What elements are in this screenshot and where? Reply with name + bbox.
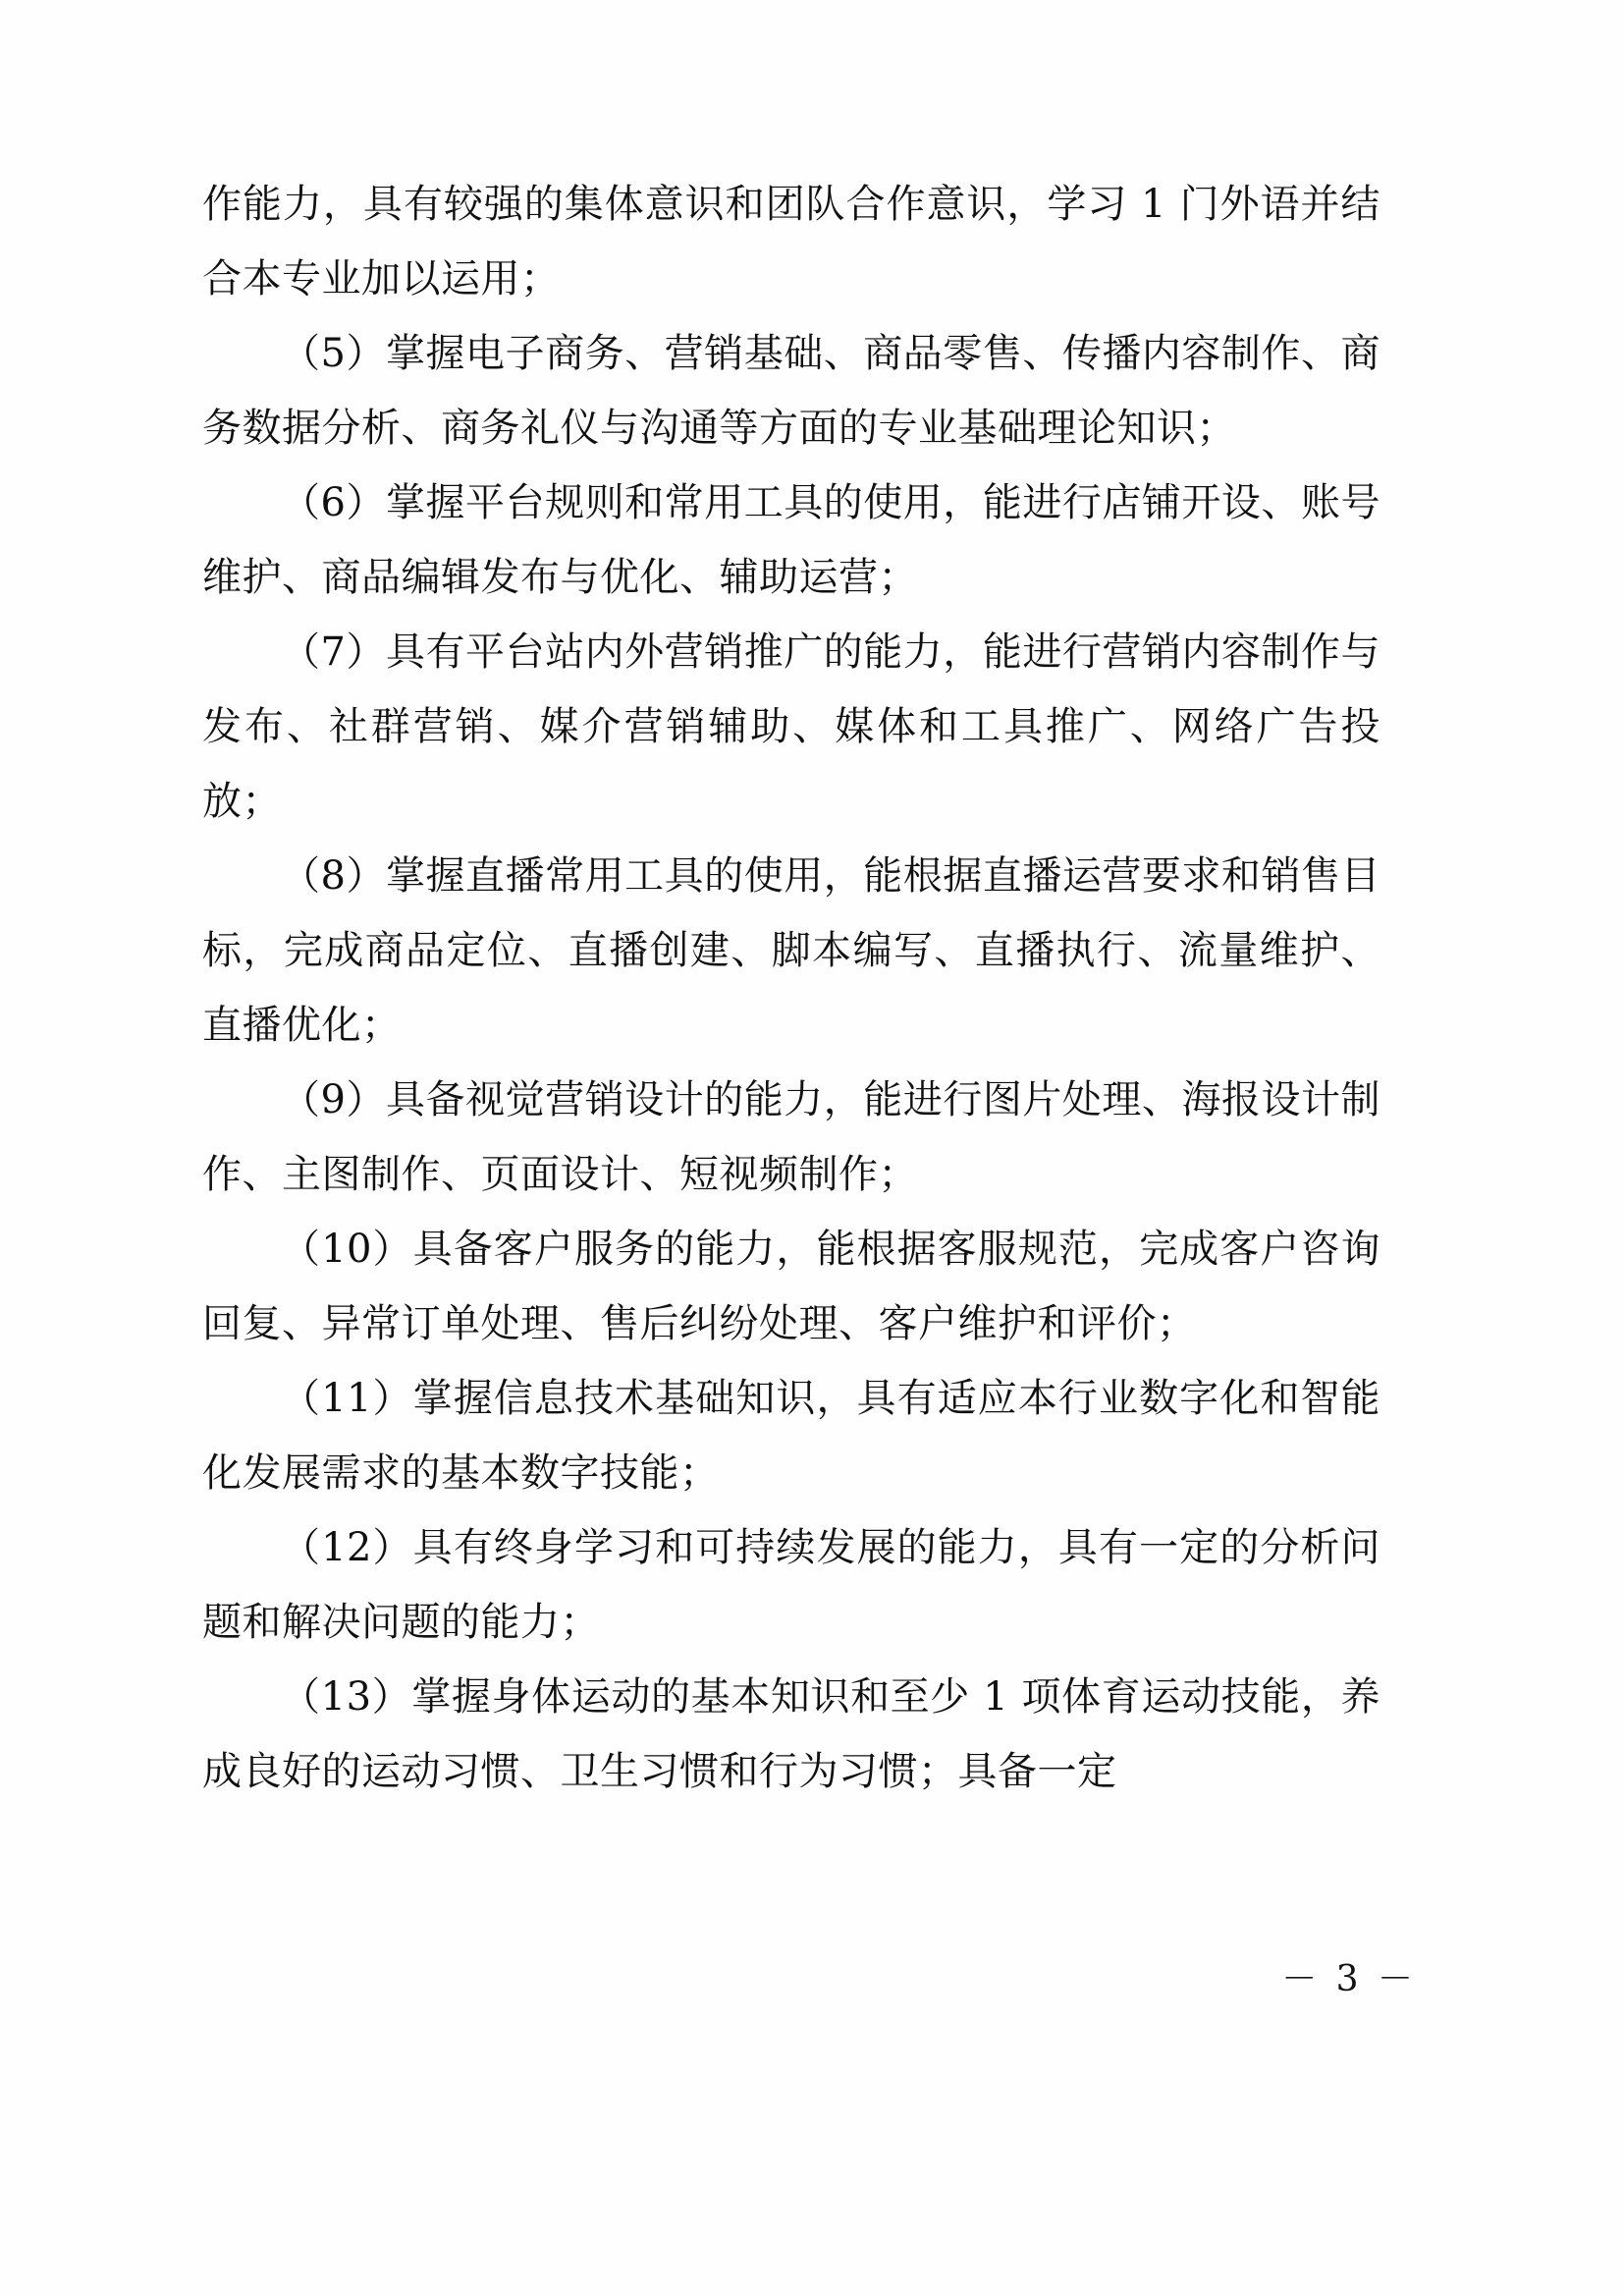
paragraph-item-9: （9）具备视觉营销设计的能力，能进行图片处理、海报设计制作、主图制作、页面设计、短视频制作；	[202, 1077, 1380, 1197]
paragraph-item-12: （12）具有终身学习和可持续发展的能力，具有一定的分析问题和解决问题的能力；	[202, 1525, 1380, 1645]
paragraph-item-6: （6）掌握平台规则和常用工具的使用，能进行店铺开设、账号维护、商品编辑发布与优化、辅助运营；	[202, 480, 1380, 600]
page-number: － 3 －	[1281, 1959, 1417, 1999]
paragraph-item-13: （13）掌握身体运动的基本知识和至少 1 项体育运动技能，养成良好的运动习惯、卫生习惯和行为习惯；具备一定	[202, 1674, 1380, 1794]
paragraph-item-10: （10）具备客户服务的能力，能根据客服规范，完成客户咨询回复、异常订单处理、售后纠纷处理、客户维护和评价；	[202, 1227, 1380, 1346]
paragraph-item-5: （5）掌握电子商务、营销基础、商品零售、传播内容制作、商务数据分析、商务礼仪与沟通等方面的专业基础理论知识；	[202, 331, 1380, 451]
paragraph-item-8: （8）掌握直播常用工具的使用，能根据直播运营要求和销售目标，完成商品定位、直播创建、脚本编写、直播执行、流量维护、直播优化；	[202, 853, 1380, 1048]
paragraph-item-7: （7）具有平台站内外营销推广的能力，能进行营销内容制作与发布、社群营销、媒介营销辅助、媒体和工具推广、网络广告投放；	[202, 629, 1380, 824]
paragraph-item-11: （11）掌握信息技术基础知识，具有适应本行业数字化和智能化发展需求的基本数字技能；	[202, 1376, 1380, 1496]
paragraph-continued: 作能力，具有较强的集体意识和团队合作意识，学习 1 门外语并结合本专业加以运用；	[202, 182, 1380, 301]
document-body	[202, 167, 1380, 1809]
